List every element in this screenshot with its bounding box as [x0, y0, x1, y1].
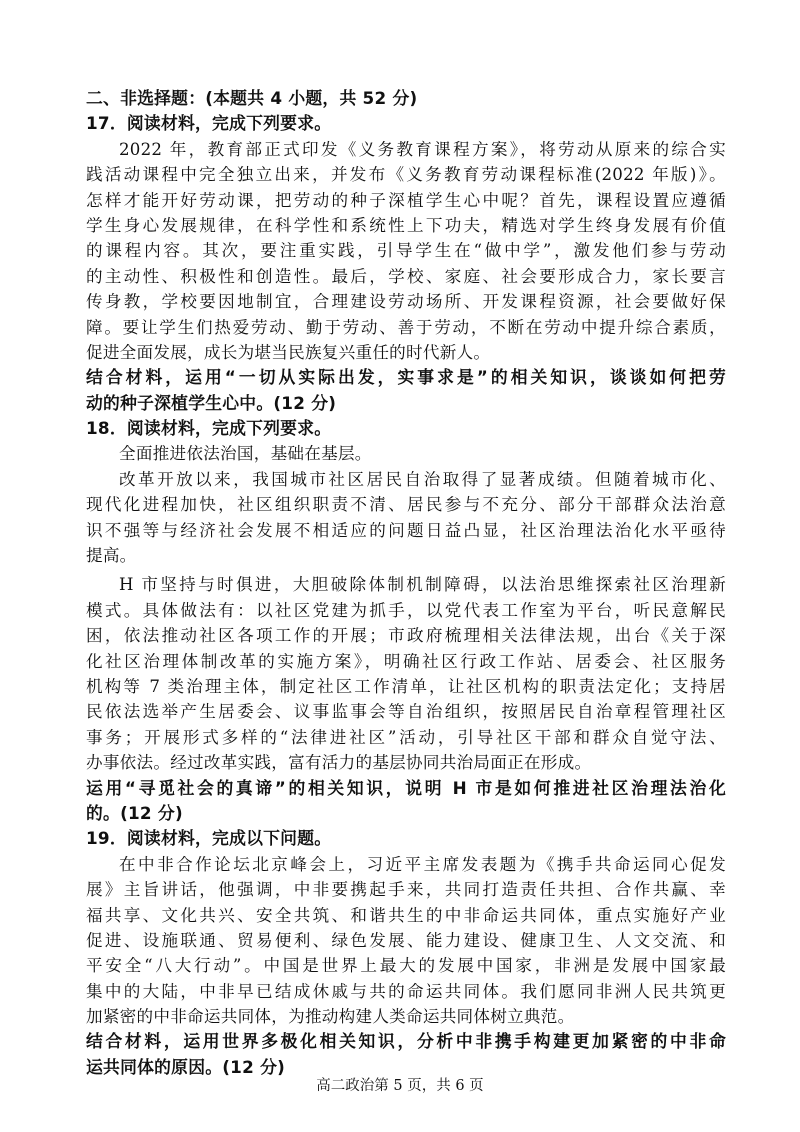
q19-material-line: 展》主旨讲话，他强调，中非要携起手来，共同打造责任共担、合作共赢、幸	[86, 880, 726, 900]
q19-material-line: 福共享、文化共兴、安全共筑、和谐共生的中非命运共同体，重点实施好产业	[86, 905, 726, 925]
q19-material-line: 集中的大陆，中非早已结成休戚与共的命运共同体。我们愿同非洲人民共筑更	[86, 981, 726, 1001]
q17-material-line: 的课程内容。其次，要注重实践，引导学生在“做中学”，激发他们参与劳动	[86, 241, 726, 261]
question-17	[86, 111, 726, 416]
q17-material-line: 怎样才能开好劳动课，把劳动的种子深植学生心中呢？首先，课程设置应遵循	[86, 190, 726, 210]
q18-para2-line: 民依法选举产生居委会、议事监事会等自治组织，按照居民自治章程管理社区	[86, 702, 726, 722]
q19-material-line: 促进、设施联通、贸易便利、绿色发展、能力建设、健康卫生、人文交流、和	[86, 930, 726, 950]
q19-question-line: 结合材料，运用世界多极化相关知识，分析中非携手构建更加紧密的中非命	[86, 1031, 726, 1052]
q18-para2-line: 困，依法推动社区各项工作的开展；市政府梳理相关法律法规，出台《关于深	[86, 626, 726, 646]
q19-header: 19．阅读材料，完成以下问题。	[86, 828, 332, 849]
q18-question-line: 的。(12 分)	[86, 802, 183, 823]
q17-material-line: 传身教，学校要因地制宜，合理建设劳动场所、开发课程资源，社会要做好保	[86, 292, 726, 312]
q18-para2-line: 化社区治理体制改革的实施方案》，明确社区行政工作站、居委会、社区服务	[86, 651, 726, 671]
q18-para2-line: 办事依法。经过改革实践，富有活力的基层协同共治局面正在形成。	[86, 753, 592, 773]
q17-question-line: 结合材料，运用“一切从实际出发，实事求是”的相关知识，谈谈如何把劳	[86, 367, 726, 388]
q18-para2-line: 事务；开展形式多样的“法律进社区”活动，引导社区干部和群众自觉守法、	[86, 727, 726, 747]
q18-para1-line: 提高。	[86, 546, 137, 566]
q18-para1-line: 改革开放以来，我国城市社区居民自治取得了显著成绩。但随着城市化、	[119, 469, 726, 489]
q18-para2-line: 机构等 7 类治理主体，制定社区工作清单，让社区机构的职责法定化；支持居	[86, 676, 726, 696]
q19-material-line: 加紧密的中非命运共同体，为推动构建人类命运共同体树立典范。	[86, 1007, 575, 1027]
document-page	[86, 86, 726, 1080]
q18-para1-line: 现代化进程加快，社区组织职责不清、居民参与不充分、部分干部群众法治意	[86, 495, 726, 515]
q17-material-line: 促进全面发展，成长为堪当民族复兴重任的时代新人。	[86, 342, 491, 362]
q17-material-line: 2022 年，教育部正式印发《义务教育课程方案》，将劳动从原来的综合实	[119, 139, 726, 159]
question-18	[86, 416, 726, 826]
q17-question-line: 动的种子深植学生心中。(12 分)	[86, 392, 337, 413]
q19-question-line: 运共同体的原因。(12 分)	[86, 1056, 286, 1077]
q18-header: 18．阅读材料，完成下列要求。	[86, 418, 332, 439]
page-footer: 高二政治第 5 页，共 6 页	[316, 1078, 484, 1094]
q19-material-line: 平安全“八大行动”。中国是世界上最大的发展中国家，非洲是发展中国家最	[86, 956, 726, 976]
q17-material-line: 践活动课程中完全独立出来，并发布《义务教育劳动课程标准(2022 年版)》。	[86, 165, 726, 185]
q17-material-line: 学生身心发展规律，在科学性和系统性上下功夫，精选对学生终身发展有价值	[86, 215, 726, 235]
q17-material-line: 障。要让学生们热爱劳动、勤于劳动、善于劳动，不断在劳动中提升综合素质，	[86, 317, 726, 337]
q18-question-line: 运用“寻觅社会的真谛”的相关知识，说明 H 市是如何推进社区治理法治化	[86, 777, 726, 798]
q19-material-line: 在中非合作论坛北京峰会上，习近平主席发表题为《携手共命运同心促发	[119, 854, 726, 874]
q18-para1-line: 识不强等与经济社会发展不相适应的问题日益凸显，社区治理法治化水平亟待	[86, 520, 726, 540]
q17-material-line: 的主动性、积极性和创造性。最后，学校、家庭、社会要形成合力，家长要言	[86, 266, 726, 286]
question-19	[86, 826, 726, 1080]
q18-lead: 全面推进依法治国，基础在基层。	[119, 444, 372, 464]
q18-para2-line: 模式。具体做法有：以社区党建为抓手，以党代表工作室为平台，听民意解民	[86, 600, 726, 620]
q17-header: 17．阅读材料，完成下列要求。	[86, 113, 332, 134]
q18-para2-line: H 市坚持与时俱进，大胆破除体制机制障碍，以法治思维探索社区治理新	[119, 575, 726, 595]
section-title: 二、非选择题：(本题共 4 小题，共 52 分)	[86, 88, 418, 108]
